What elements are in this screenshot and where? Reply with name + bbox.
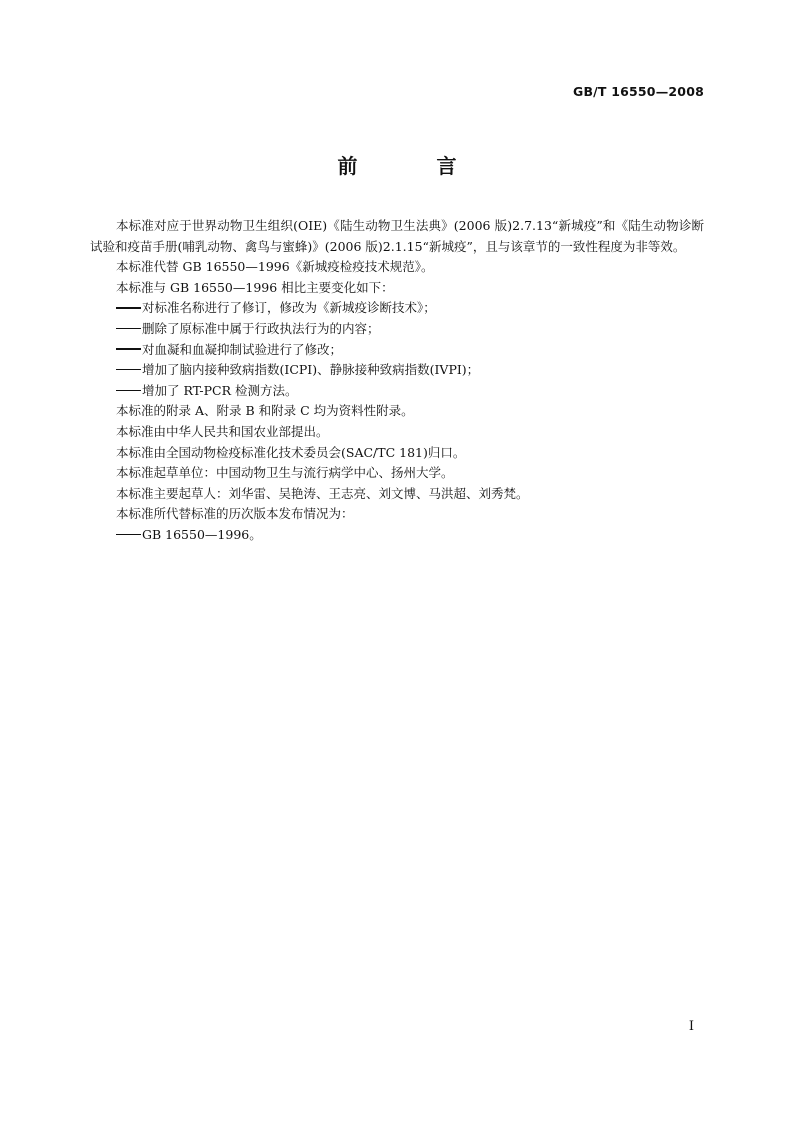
change-item-text: 增加了 RT-PCR 检测方法。 xyxy=(142,382,298,398)
change-item xyxy=(90,381,704,402)
paragraph-proposer: 本标准由中华人民共和国农业部提出。 xyxy=(116,423,329,439)
change-item xyxy=(90,360,704,381)
dash-mark xyxy=(116,328,141,330)
change-item-text: 增加了脑内接种致病指数(ICPI)、静脉接种致病指数(IVPI)； xyxy=(142,362,480,378)
paragraph-history-intro: 本标准所代替标准的历次版本发布情况为： xyxy=(116,506,354,522)
change-item-text: 对标准名称进行了修订，修改为《新城疫诊断技术》； xyxy=(142,300,436,316)
history-item xyxy=(90,525,704,546)
change-item xyxy=(90,298,704,319)
foreword-body xyxy=(90,216,704,546)
dash-mark xyxy=(116,307,141,309)
paragraph-committee: 本标准由全国动物检疫标准化技术委员会(SAC/TC 181)归口。 xyxy=(116,444,466,460)
dash-mark xyxy=(116,369,141,371)
paragraph-drafting-units: 本标准起草单位：中国动物卫生与流行病学中心、扬州大学。 xyxy=(116,465,454,481)
paragraph-changes-intro: 本标准与 GB 16550—1996 相比主要变化如下： xyxy=(116,279,394,295)
history-item-text: GB 16550—1996。 xyxy=(142,526,262,542)
dash-mark xyxy=(116,390,141,392)
paragraph-correspondence: 本标准对应于世界动物卫生组织(OIE)《陆生动物卫生法典》(2006 版)2.7.13“新城疫”和《陆生动物诊断试验和疫苗手册(哺乳动物、禽鸟与蜜蜂)》(2006 版)2.1.15“新城疫”，且与该章节的一致性程度为非等效。 xyxy=(90,218,704,254)
change-item xyxy=(90,340,704,361)
change-item xyxy=(90,319,704,340)
paragraph-drafters: 本标准主要起草人：刘华雷、吴艳涛、王志亮、刘文博、马洪超、刘秀梵。 xyxy=(116,485,529,501)
standard-code: GB/T 16550—2008 xyxy=(572,84,704,99)
change-item-text: 删除了原标准中属于行政执法行为的内容； xyxy=(142,320,380,336)
dash-mark xyxy=(116,348,141,350)
change-item-text: 对血凝和血凝抑制试验进行了修改； xyxy=(142,341,343,357)
dash-mark xyxy=(116,534,141,536)
page-number: I xyxy=(688,1019,694,1034)
page-title: 前 言 xyxy=(337,154,493,178)
paragraph-appendix: 本标准的附录 A、附录 B 和附录 C 均为资料性附录。 xyxy=(116,403,414,419)
paragraph-replaces: 本标准代替 GB 16550—1996《新城疫检疫技术规范》。 xyxy=(116,259,434,275)
